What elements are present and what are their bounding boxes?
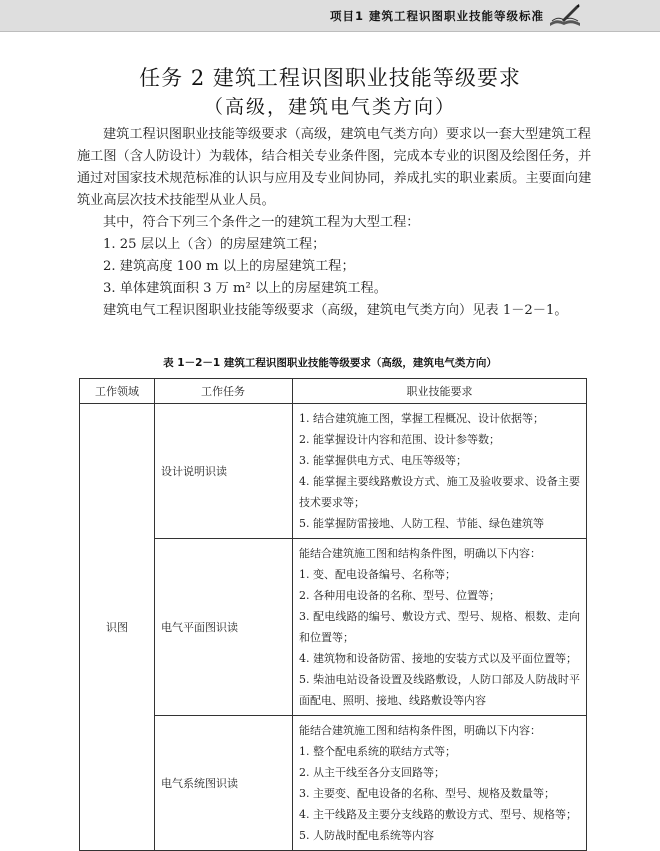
paragraph-condition-1: 1. 25 层以上（含）的房屋建筑工程；: [103, 237, 326, 252]
requirements-cell: [293, 539, 587, 716]
area-cell: 识图: [80, 404, 155, 851]
book-pen-icon: [548, 3, 582, 29]
table-row: [80, 716, 587, 851]
header-area: 工作领域: [80, 379, 155, 404]
requirement-line: 3. 主要变、配电设备的名称、型号、规格及数量等；: [299, 787, 555, 800]
section-title: 任务 2 建筑工程识图职业技能等级要求: [139, 66, 521, 90]
requirement-line: 4. 主干线路及主要分支线路的敷设方式、型号、规格等；: [299, 808, 577, 821]
requirement-line: 1. 变、配电设备编号、名称等；: [299, 568, 456, 581]
requirement-line: 1. 整个配电系统的联结方式等；: [299, 745, 456, 758]
body-text: [77, 124, 593, 322]
requirement-line: 3. 能掌握供电方式、电压等级等；: [299, 454, 467, 467]
requirement-line: 5. 能掌握防雷接地、人防工程、节能、绿色建筑等: [299, 517, 544, 530]
task-cell: 电气平面图识读: [155, 539, 293, 716]
paragraph-condition-3: 3. 单体建筑面积 3 万 m² 以上的房屋建筑工程。: [103, 281, 387, 296]
requirement-line: 2. 从主干线至各分支回路等；: [299, 766, 445, 779]
header-title: 项目1 建筑工程识图职业技能等级标准: [329, 9, 544, 23]
requirement-line: 能结合建筑施工图和结构条件图，明确以下内容：: [299, 547, 541, 560]
page-header: [0, 0, 660, 32]
requirement-line: 4. 建筑物和设备防雷、接地的安装方式以及平面位置等；: [299, 652, 577, 665]
task-cell: 电气系统图识读: [155, 716, 293, 851]
paragraph-condition-intro: 其中，符合下列三个条件之一的建筑工程为大型工程：: [103, 215, 420, 230]
paragraph-intro: 建筑工程识图职业技能等级要求（高级，建筑电气类方向）要求以一套大型建筑工程施工图（含人防设计）为载体，结合相关专业条件图，完成本专业的识图及绘图任务，并通过对国家技术规范标准的认识与应用及专业间协同，养成扎实的职业素质。主要面向建筑业高层次技术技能型从业人员。: [77, 127, 592, 208]
section-subtitle: （高级，建筑电气类方向）: [203, 96, 456, 118]
requirement-line: 2. 能掌握设计内容和范围、设计参等数；: [299, 433, 500, 446]
requirements-cell: [293, 404, 587, 539]
requirement-line: 5. 人防战时配电系统等内容: [299, 829, 434, 842]
header-task: 工作任务: [155, 379, 293, 404]
table-row: [80, 404, 587, 539]
task-cell: 设计说明识读: [155, 404, 293, 539]
table-row: [80, 539, 587, 716]
table-caption: 表 1－2－1 建筑工程识图职业技能等级要求（高级，建筑电气类方向）: [163, 357, 497, 369]
skills-table: [79, 378, 587, 851]
header-requirements: 职业技能要求: [293, 379, 587, 404]
requirement-line: 3. 配电线路的编号、敷设方式、型号、规格、根数、走向和位置等；: [299, 610, 580, 644]
requirement-line: 1. 结合建筑施工图，掌握工程概况、设计依据等；: [299, 412, 544, 425]
requirement-line: 5. 柴油电站设备设置及线路敷设，人防口部及人防战时平面配电、照明、接地、线路敷设等内容: [299, 673, 580, 707]
requirement-line: 能结合建筑施工图和结构条件图，明确以下内容：: [299, 724, 541, 737]
table-header-row: [80, 379, 587, 404]
requirement-line: 2. 各种用电设备的名称、型号、位置等；: [299, 589, 500, 602]
paragraph-table-ref: 建筑电气工程识图职业技能等级要求（高级，建筑电气类方向）见表 1－2－1。: [103, 303, 568, 318]
requirements-cell: [293, 716, 587, 851]
paragraph-condition-2: 2. 建筑高度 100 m 以上的房屋建筑工程；: [103, 259, 355, 274]
requirement-line: 4. 能掌握主要线路敷设方式、施工及验收要求、设备主要技术要求等；: [299, 475, 580, 509]
